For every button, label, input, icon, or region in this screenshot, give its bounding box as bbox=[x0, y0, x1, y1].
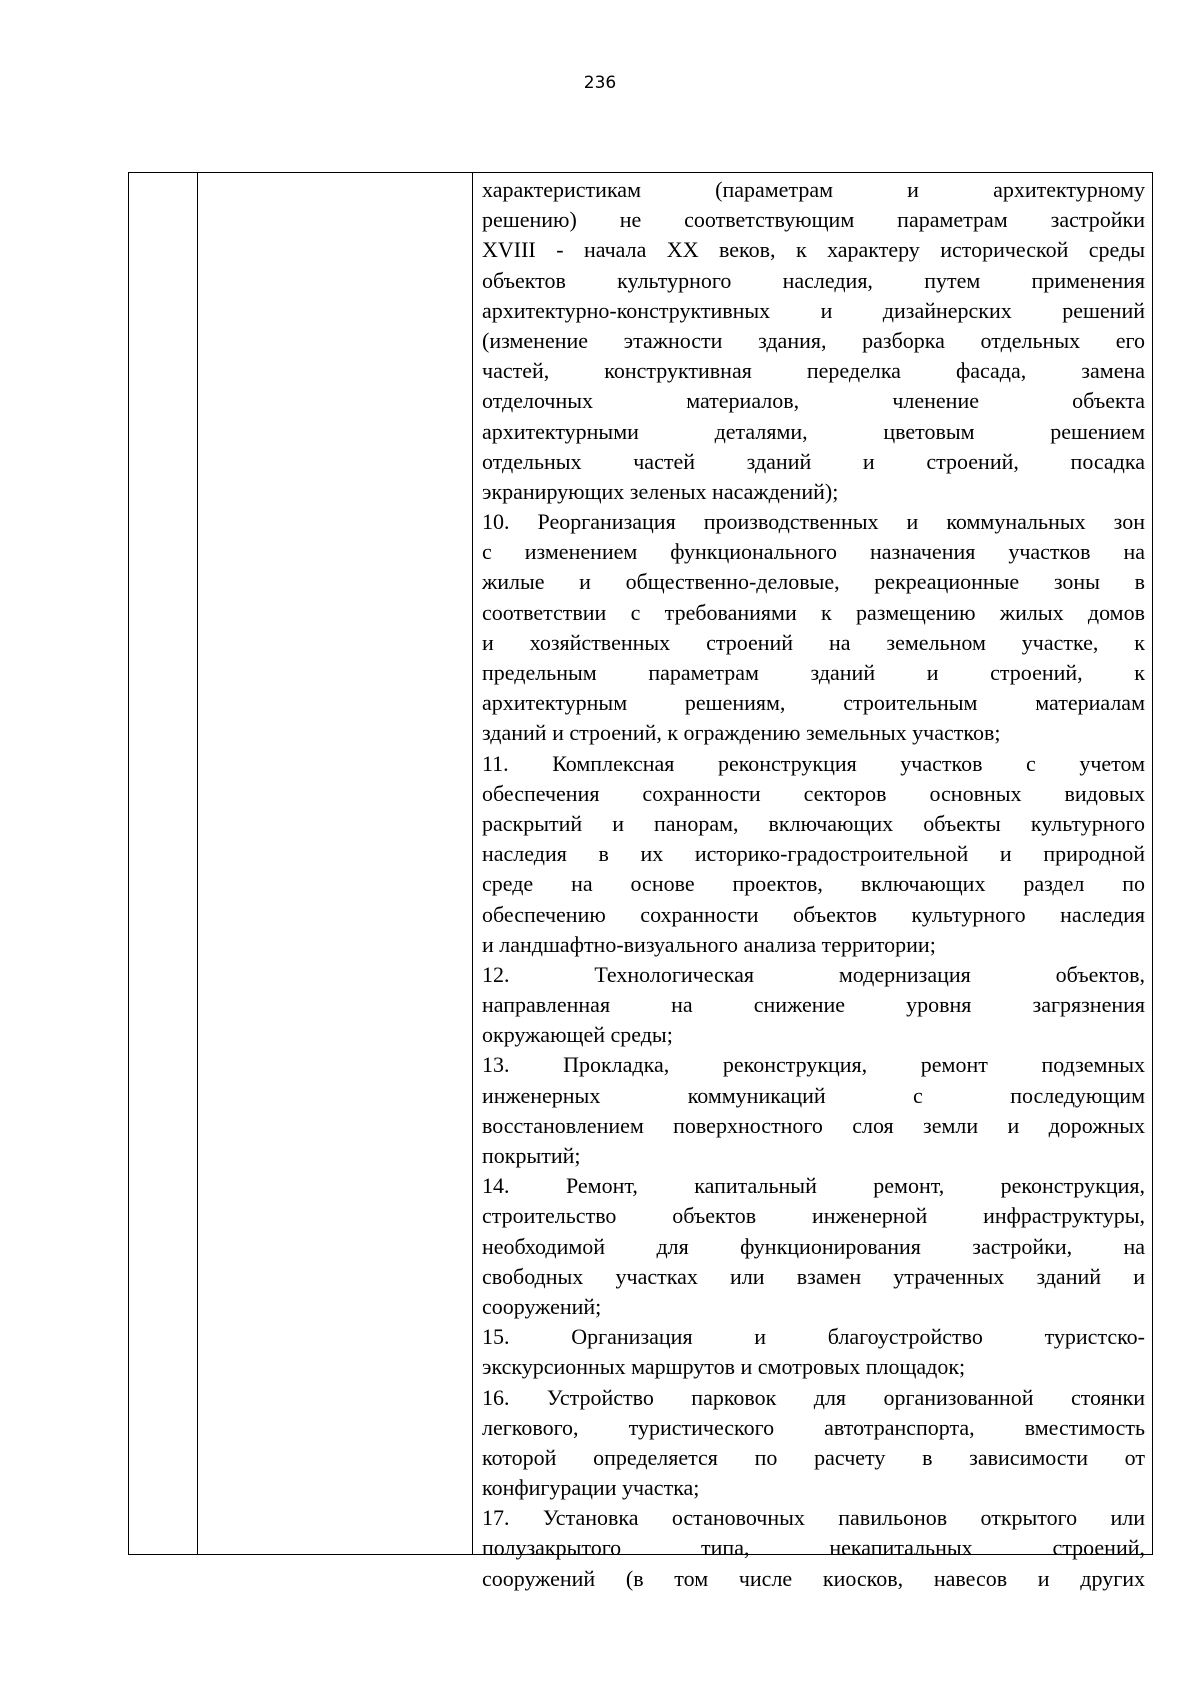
text-line: жилые и общественно-деловые, рекреационные зоны в bbox=[482, 569, 1145, 595]
text-line: 16. Устройство парковок для организованной стоянки bbox=[482, 1384, 1145, 1410]
text-line: и хозяйственных строений на земельном участке, к bbox=[482, 629, 1145, 655]
text-line: направленная на снижение уровня загрязнения bbox=[482, 992, 1145, 1018]
text-line: предельным параметрам зданий и строений, к bbox=[482, 660, 1145, 685]
document-table bbox=[128, 172, 1153, 1591]
text-line: наследия в их историко-градостроительной и природной bbox=[482, 841, 1145, 867]
text-line: обеспечения сохранности секторов основных видовых bbox=[482, 780, 1145, 806]
text-line: решению) не соответствующим параметрам застройки bbox=[482, 207, 1145, 233]
page-number: 236 bbox=[583, 73, 617, 93]
text-line: экранирующих зеленых насаждений); bbox=[482, 478, 839, 504]
text-line: легкового, туристического автотранспорта, вместимость bbox=[482, 1414, 1145, 1440]
text-line: 11. Комплексная реконструкция участков с учетом bbox=[482, 750, 1145, 776]
text-line: 12. Технологическая модернизация объектов, bbox=[482, 961, 1145, 987]
text-line: зданий и строений, к ограждению земельных участков; bbox=[482, 720, 1001, 746]
text-line: свободных участках или взамен утраченных зданий и bbox=[482, 1263, 1145, 1289]
text-line: и ландшафтно-визуального анализа территории; bbox=[482, 931, 936, 957]
text-line: строительство объектов инженерной инфраструктуры, bbox=[482, 1203, 1145, 1229]
text-line: сооружений (в том числе киосков, навесов и других bbox=[482, 1565, 1145, 1591]
text-line: соответствии с требованиями к размещению жилых домов bbox=[482, 599, 1145, 625]
text-line: с изменением функционального назначения участков на bbox=[482, 539, 1145, 565]
text-line: отделочных материалов, членение объекта bbox=[482, 388, 1145, 414]
text-line: окружающей среды; bbox=[482, 1022, 673, 1048]
text-line: которой определяется по расчету в зависимости от bbox=[482, 1444, 1145, 1470]
text-line: архитектурными деталями, цветовым решением bbox=[482, 418, 1145, 444]
text-line: 15. Организация и благоустройство туристско- bbox=[482, 1324, 1145, 1350]
text-line: XVIII - начала XX веков, к характеру исторической среды bbox=[482, 237, 1145, 263]
text-line: среде на основе проектов, включающих раздел по bbox=[482, 871, 1145, 897]
text-line: отдельных частей зданий и строений, посадка bbox=[482, 448, 1145, 474]
text-line: инженерных коммуникаций с последующим bbox=[482, 1082, 1145, 1108]
text-line: характеристикам (параметрам и архитектурному bbox=[482, 177, 1145, 202]
text-line: частей, конструктивная переделка фасада, замена bbox=[482, 358, 1145, 384]
text-line: 13. Прокладка, реконструкция, ремонт подземных bbox=[482, 1052, 1145, 1078]
text-line: раскрытий и панорам, включающих объекты культурного bbox=[482, 810, 1145, 836]
text-line: экскурсионных маршрутов и смотровых площадок; bbox=[482, 1354, 966, 1380]
text-line: 10. Реорганизация производственных и коммунальных зон bbox=[482, 509, 1145, 535]
text-line: архитектурным решениям, строительным материалам bbox=[482, 690, 1145, 716]
text-line: обеспечению сохранности объектов культурного наследия bbox=[482, 901, 1145, 927]
text-line: необходимой для функционирования застройки, на bbox=[482, 1233, 1145, 1259]
text-line: покрытий; bbox=[482, 1143, 581, 1168]
text-line: объектов культурного наследия, путем применения bbox=[482, 267, 1145, 293]
table-cell-text bbox=[482, 175, 1145, 1594]
text-line: восстановлением поверхностного слоя земли и дорожных bbox=[482, 1112, 1145, 1138]
table-column-divider bbox=[472, 173, 473, 1554]
text-line: сооружений; bbox=[482, 1293, 602, 1319]
text-line: конфигурации участка; bbox=[482, 1475, 700, 1501]
text-line: (изменение этажности здания, разборка отдельных его bbox=[482, 327, 1145, 353]
table-column-divider bbox=[197, 173, 198, 1554]
text-line: 14. Ремонт, капитальный ремонт, реконструкция, bbox=[482, 1173, 1145, 1199]
text-line: архитектурно-конструктивных и дизайнерских решений bbox=[482, 297, 1145, 323]
text-line: 17. Установка остановочных павильонов открытого или bbox=[482, 1505, 1145, 1531]
text-line: полузакрытого типа, некапитальных строений, bbox=[482, 1535, 1145, 1561]
